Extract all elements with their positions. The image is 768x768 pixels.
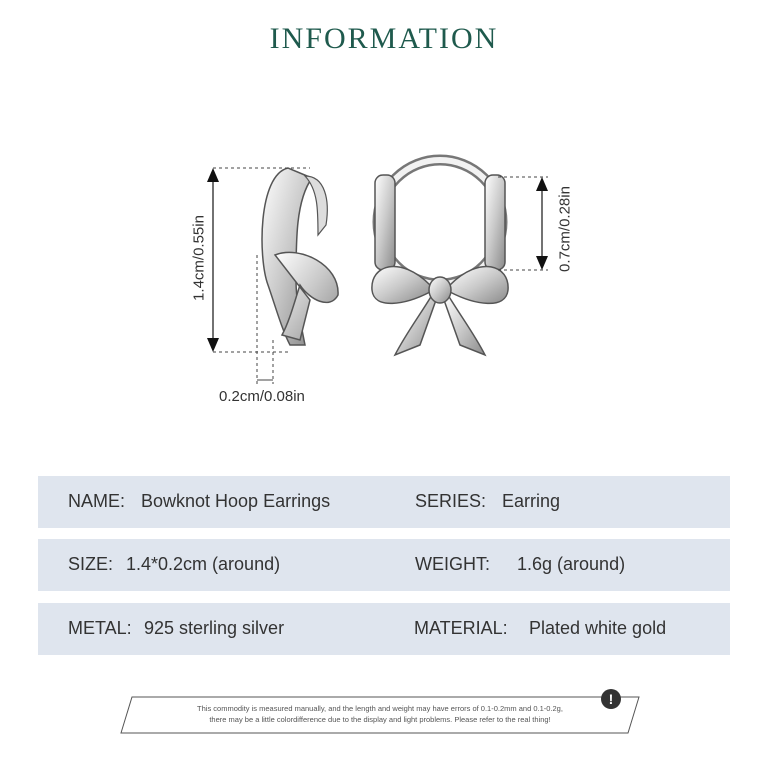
width-dimension-label: 0.2cm/0.08in — [219, 388, 305, 405]
note-text — [120, 703, 640, 725]
metal-label: METAL: — [68, 618, 132, 638]
name-value: Bowknot Hoop Earrings — [141, 491, 331, 511]
note-line-2: there may be a little colordifference due to the display and light problems. Please refer to the real thing! — [209, 715, 551, 724]
metal-value: 925 sterling silver — [144, 618, 285, 638]
series-value: Earring — [502, 491, 561, 511]
series-label: SERIES: — [415, 491, 487, 511]
inner-dimension-label: 0.7cm/0.28in — [556, 186, 574, 272]
spec-row-size-weight — [38, 539, 730, 591]
note-line-1: This commodity is measured manually, and the length and weight may have errors of 0.1-0.2mm and 0.1-0.2g, — [197, 704, 563, 713]
name-label: NAME: — [68, 491, 126, 511]
exclamation-icon: ! — [601, 689, 621, 709]
weight-value: 1.6g (around) — [517, 554, 626, 574]
height-dimension-label: 1.4cm/0.55in — [190, 215, 208, 301]
material-label: MATERIAL: — [414, 618, 508, 638]
size-label: SIZE: — [68, 554, 114, 574]
material-value: Plated white gold — [529, 618, 667, 638]
spec-row-metal-material — [38, 603, 730, 655]
size-value: 1.4*0.2cm (around) — [126, 554, 281, 574]
page-title: INFORMATION — [269, 22, 499, 55]
spec-row-name-series — [38, 476, 730, 528]
weight-label: WEIGHT: — [415, 554, 490, 574]
disclaimer-note — [120, 696, 640, 734]
earring-side-view — [262, 168, 338, 345]
earring-front-view — [372, 160, 508, 355]
